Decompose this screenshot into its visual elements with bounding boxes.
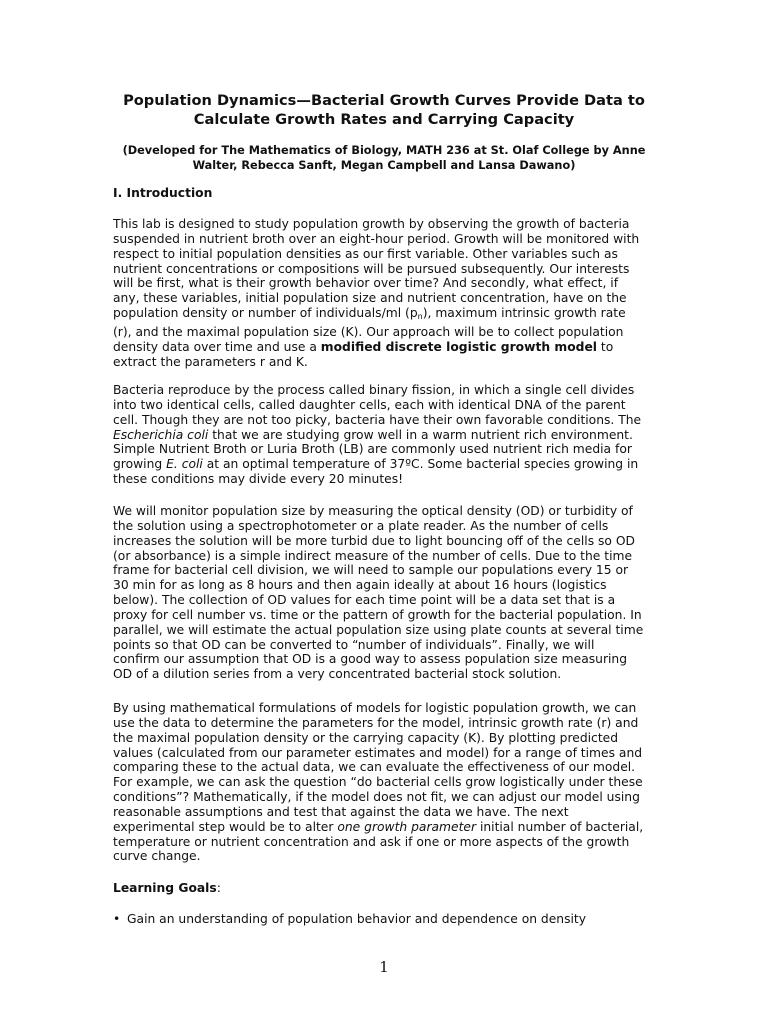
- text-line: respect to initial population densities as our first variable. Other variables such as: [113, 246, 618, 261]
- text-line: any, these variables, initial population size and nutrient concentration, have on the: [113, 291, 627, 306]
- text-line: extract the parameters r and K.: [113, 354, 308, 369]
- text-line: [113, 428, 658, 443]
- intro-paragraph-2: [113, 383, 658, 487]
- italic-species: E. coli: [166, 457, 203, 472]
- text-fragment: initial number of bacterial,: [476, 819, 644, 834]
- text-line: values (calculated from our parameter estimates and model) for a range of times and: [113, 745, 643, 760]
- text-line: points so that OD can be converted to “number of individuals”. Finally, we will: [113, 637, 595, 652]
- intro-paragraph-3: [113, 504, 658, 682]
- text-line: By using mathematical formulations of models for logistic population growth, we can: [113, 701, 637, 715]
- text-line: these conditions may divide every 20 minutes!: [113, 472, 404, 487]
- text-line: the solution using a spectrophotometer or a plate reader. As the number of cells: [113, 518, 609, 533]
- text-fragment: experimental step would be to alter: [113, 819, 338, 834]
- text-line: [113, 457, 658, 472]
- title-line-1: Population Dynamics—Bacterial Growth Curves Provide Data to: [123, 92, 645, 109]
- learning-goal-text: Gain an understanding of population behavior and dependence on density: [127, 912, 587, 926]
- text-line: frame for bacterial cell division, we will need to sample our populations every 15 or: [113, 563, 629, 578]
- italic-phrase: one growth parameter: [337, 819, 477, 834]
- text-line: parallel, we will estimate the actual population size using plate counts at several time: [113, 622, 644, 637]
- text-line: temperature or nutrient concentration and ask if one or more aspects of the growth: [113, 834, 630, 849]
- text-line: OD of a dilution series from a very concentrated bacterial stock solution.: [113, 667, 562, 682]
- text-line: into two identical cells, called daughter cells, each with identical DNA of the parent: [113, 397, 626, 412]
- text-line: the maximal population density or the carrying capacity (K). By plotting predicted: [113, 730, 619, 745]
- italic-species: Escherichia coli: [113, 427, 209, 442]
- text-line: cell. Though they are not too picky, bacteria have their own favorable conditions. The: [113, 412, 642, 427]
- text-fragment: population density or number of individuals/ml (p: [113, 306, 418, 321]
- text-fragment: that we are studying grow well in a warm nutrient rich environment.: [208, 427, 633, 442]
- bold-term: modified discrete logistic growth model: [320, 339, 598, 354]
- text-line: use the data to determine the parameters for the model, intrinsic growth rate (r) and: [113, 715, 639, 730]
- text-line: [113, 340, 658, 355]
- text-line: reasonable assumptions and test that against the data we have. The next: [113, 804, 569, 819]
- text-line: nutrient concentrations or compositions will be pursued subsequently. Our interests: [113, 261, 630, 276]
- text-line: [113, 820, 658, 835]
- text-line: increases the solution will be more turbid due to light bouncing off of the cells so OD: [113, 533, 636, 548]
- text-line: Simple Nutrient Broth or Luria Broth (LB) are commonly used nutrient rich media for: [113, 442, 632, 457]
- subscript-n: n: [417, 312, 423, 322]
- text-line: We will monitor population size by measuring the optical density (OD) or turbidity of: [113, 504, 633, 518]
- text-line: proxy for cell number vs. time or the pattern of growth for the bacterial population. In: [113, 607, 642, 622]
- text-line: confirm our assumption that OD is a good way to assess population size measuring: [113, 652, 628, 667]
- text-fragment: at an optimal temperature of 37ºC. Some bacterial species growing in: [202, 457, 639, 472]
- bullet-icon: •: [113, 912, 121, 926]
- text-fragment: growing: [113, 457, 167, 472]
- intro-paragraph-4: [113, 701, 658, 864]
- subtitle-line-2: Walter, Rebecca Sanft, Megan Campbell and Lansa Dawano): [192, 158, 576, 172]
- text-line: [113, 306, 658, 325]
- text-line: curve change.: [113, 849, 201, 864]
- text-fragment: density data over time and use a: [113, 339, 321, 354]
- text-line: suspended in nutrient broth over an eight-hour period. Growth will be monitored with: [113, 231, 640, 246]
- text-line: For example, we can ask the question “do bacterial cells grow logistically under these: [113, 775, 643, 790]
- text-line: Bacteria reproduce by the process called binary fission, in which a single cell divides: [113, 383, 635, 397]
- text-line: comparing these to the actual data, we can evaluate the effectiveness of our model.: [113, 760, 636, 775]
- page-number: 1: [379, 958, 389, 976]
- text-line: 30 min for as long as 8 hours and then again ideally at about 16 hours (logistics: [113, 578, 607, 593]
- text-line: below). The collection of OD values for each time point will be a data set that is a: [113, 593, 616, 608]
- subtitle-line-1: (Developed for The Mathematics of Biology, MATH 236 at St. Olaf College by Anne: [122, 144, 646, 157]
- text-fragment: to: [597, 339, 614, 354]
- heading-colon: :: [216, 881, 221, 895]
- text-line: (or absorbance) is a simple indirect measure of the number of cells. Due to the time: [113, 548, 633, 563]
- text-line: will be first, what is their growth behavior over time? And secondly, what effect, if: [113, 276, 619, 291]
- document-title: [100, 92, 668, 129]
- document-subtitle: [110, 144, 658, 173]
- text-fragment: ), maximum intrinsic growth rate: [422, 306, 626, 321]
- text-line: (r), and the maximal population size (K). Our approach will be to collect population: [113, 324, 624, 339]
- section-heading-learning-goals: [113, 881, 221, 896]
- text-line: This lab is designed to study population growth by observing the growth of bacteria: [113, 217, 630, 231]
- learning-goal-item: [113, 912, 586, 927]
- title-line-2: Calculate Growth Rates and Carrying Capacity: [193, 110, 575, 128]
- intro-paragraph-1: [113, 217, 658, 369]
- text-line: conditions”? Mathematically, if the model does not fit, we can adjust our model using: [113, 790, 640, 805]
- section-heading-introduction: I. Introduction: [113, 186, 213, 200]
- learning-goals-label: Learning Goals: [113, 881, 217, 895]
